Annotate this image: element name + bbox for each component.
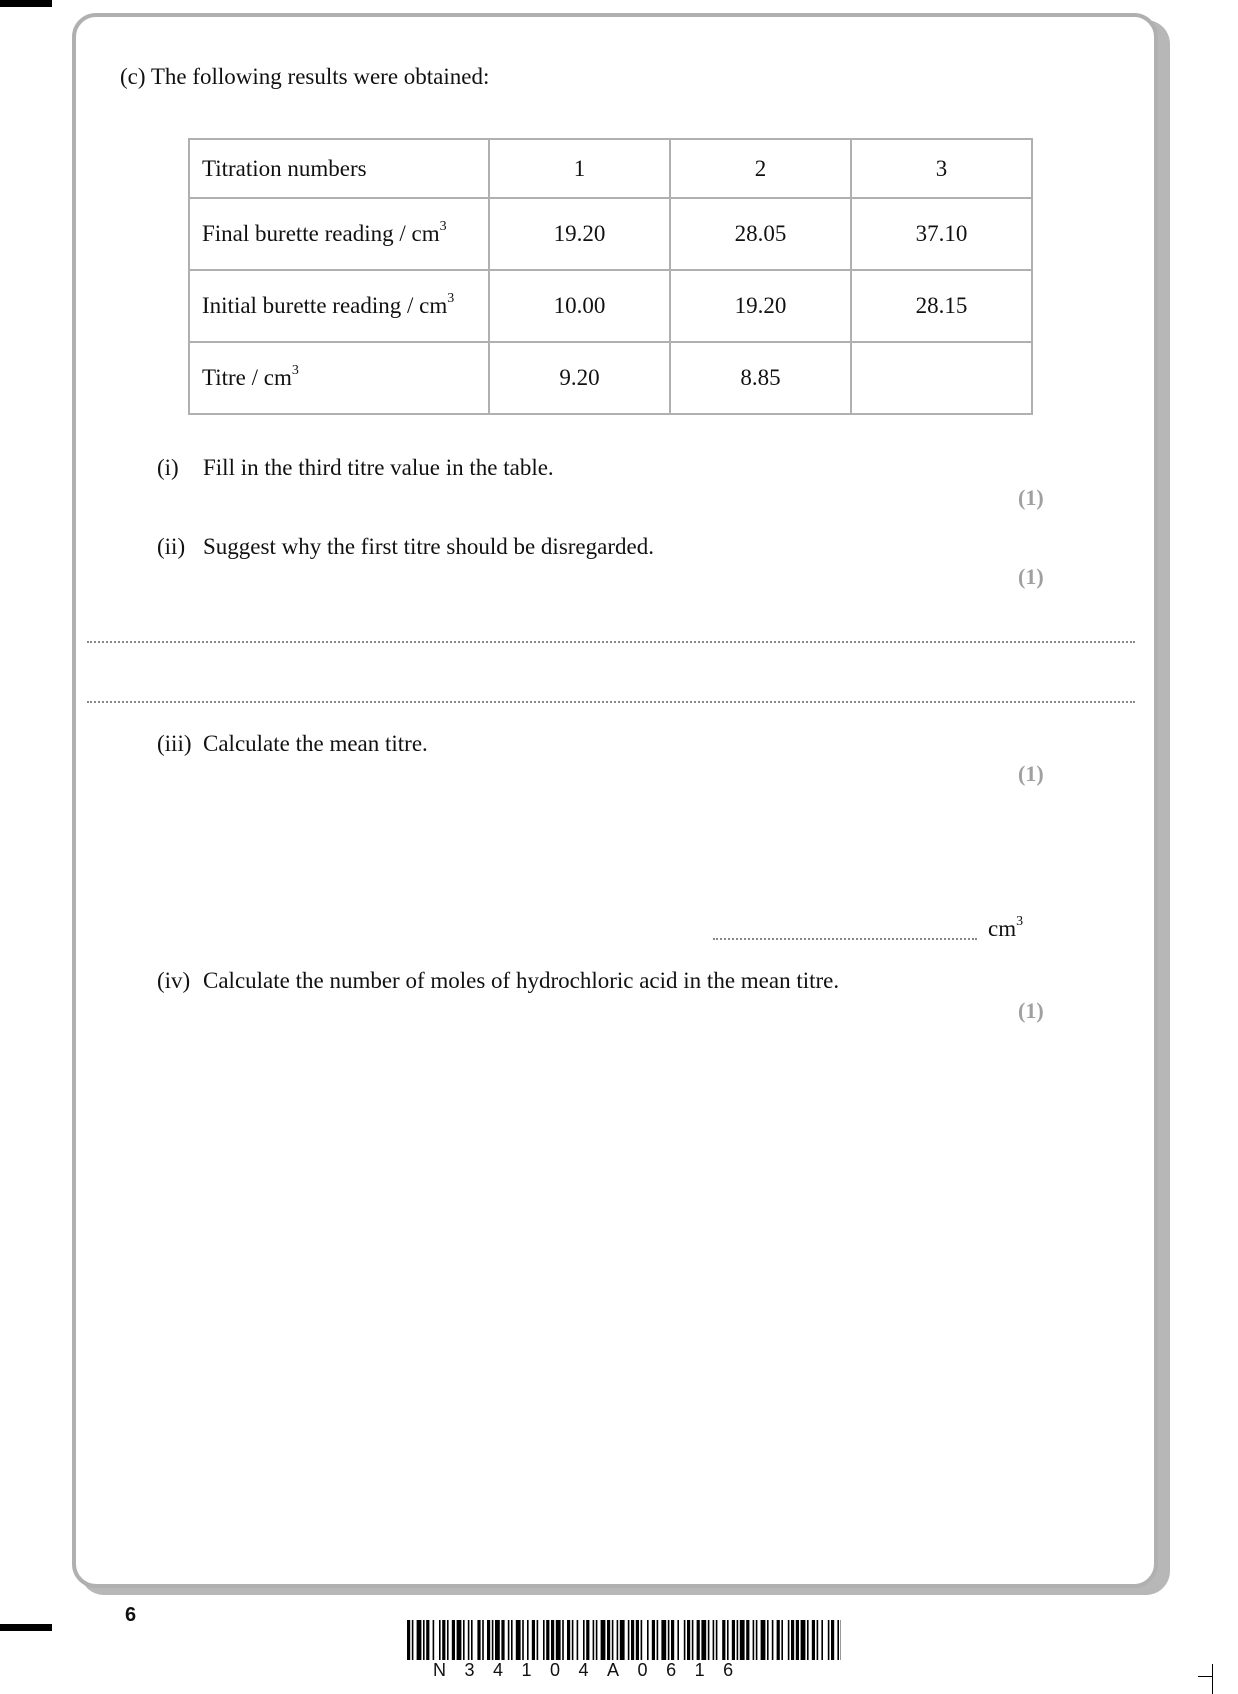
barcode-bar [701,1620,706,1660]
barcode-bar [740,1620,745,1660]
table-row [189,270,1032,342]
barcode-bar [708,1620,710,1660]
barcode-bar [407,1620,410,1660]
barcode-bar [652,1620,655,1660]
question-text: Suggest why the first titre should be disregarded. [203,534,654,559]
answer-line[interactable] [87,641,1135,643]
question-number: (iii) [157,731,192,756]
table-row [189,342,1032,414]
barcode-bar [612,1620,614,1660]
barcode-bar [796,1620,799,1660]
barcode-bar [716,1620,718,1660]
barcode-bar [722,1620,725,1660]
barcode-bar [647,1620,649,1660]
barcode-bar [601,1620,606,1660]
barcode-text: N34104A0616 [433,1660,752,1680]
barcode-bar [756,1620,758,1660]
answer-line[interactable] [713,938,977,940]
header-cell: 2 [670,139,851,198]
question-number: (iv) [157,968,191,993]
edge-mark-top [0,0,52,7]
barcode-bar [516,1620,521,1660]
barcode-bar [837,1620,839,1660]
marks-label: (1) [1018,485,1044,510]
barcode-bar [668,1620,670,1660]
barcode-bar [532,1620,535,1660]
barcode-bar [423,1620,425,1660]
barcode-bar [631,1620,634,1660]
barcode-bar [687,1620,690,1660]
barcode-bar [636,1620,639,1660]
barcode-bar [452,1620,455,1660]
barcode-bar [777,1620,780,1660]
barcode-bar [697,1620,700,1660]
row-label-cell [189,342,489,414]
header-cell: 1 [489,139,670,198]
barcode-bar [527,1620,529,1660]
crop-mark [1212,1664,1213,1694]
barcode-bar [417,1620,422,1660]
table-cell: 19.20 [670,270,851,342]
table-cell: 37.10 [851,198,1032,270]
barcode-bar [781,1620,783,1660]
barcode-bar [551,1620,554,1660]
barcode-bar [537,1620,539,1660]
barcode-bar [439,1620,441,1660]
barcode-bar [477,1620,480,1660]
barcode-bar [620,1620,625,1660]
third-titre-answer-cell[interactable] [851,342,1032,414]
barcode-bar [677,1620,679,1660]
barcode-bar [641,1620,643,1660]
barcode-bar [495,1620,500,1660]
marks-label: (1) [1018,998,1044,1023]
table-header-row [189,139,1032,198]
barcode-bar [572,1620,574,1660]
barcode-bar [657,1620,659,1660]
table-cell: 9.20 [489,342,670,414]
unit-superscript: 3 [447,291,455,306]
barcode-bar [487,1620,490,1660]
table-cell: 28.15 [851,270,1032,342]
barcode-bar [468,1620,470,1660]
barcode-bar [567,1620,570,1660]
barcode-bar [426,1620,429,1660]
barcode-bar [828,1620,830,1660]
table-row [189,198,1032,270]
table-cell: 28.05 [670,198,851,270]
barcode-bar [457,1620,462,1660]
barcode-bar [801,1620,806,1660]
marks-label: (1) [1018,564,1044,589]
edge-mark-bottom [0,1624,52,1631]
unit-label [988,916,1023,942]
barcode-bar [607,1620,610,1660]
barcode-bar [817,1620,819,1660]
row-label: Titre / cm [202,365,292,390]
barcode-bar [737,1620,739,1660]
barcode-bar [772,1620,774,1660]
row-label: Final burette reading / cm [202,221,440,246]
question-text: Calculate the mean titre. [203,731,428,756]
barcode-bar [433,1620,435,1660]
unit-superscript: 3 [291,363,299,378]
barcode-bar [617,1620,619,1660]
unit-text: cm [988,916,1017,941]
barcode-bar [508,1620,510,1660]
row-label-cell [189,198,489,270]
barcode-bar [482,1620,484,1660]
barcode-bar [671,1620,674,1660]
barcode-bar [577,1620,579,1660]
barcode-bar [596,1620,598,1660]
marks-label: (1) [1018,761,1044,786]
barcode-bar [812,1620,815,1660]
results-table [188,138,1033,415]
page-number: 6 [125,1604,137,1626]
barcode-bar [807,1620,809,1660]
barcode-bar [522,1620,524,1660]
barcode-bar [684,1620,686,1660]
barcode-bar [727,1620,729,1660]
barcode-bar [463,1620,465,1660]
barcode-bar [442,1620,445,1660]
row-label: Initial burette reading / cm [202,293,448,318]
barcode-bar [831,1620,834,1660]
question-text: Calculate the number of moles of hydrochloric acid in the mean titre. [203,968,840,993]
barcode-bar [412,1620,414,1660]
barcode-bar [746,1620,749,1660]
table-cell: 19.20 [489,198,670,270]
header-cell: 3 [851,139,1032,198]
barcode [407,1620,841,1660]
barcode-bar [767,1620,769,1660]
crop-mark [1198,1676,1212,1677]
header-cell: Titration numbers [189,139,489,198]
barcode-bar [821,1620,823,1660]
barcode-bar [753,1620,755,1660]
barcode-bar [791,1620,794,1660]
barcode-bar [546,1620,549,1660]
barcode-bar [661,1620,666,1660]
table-cell: 8.85 [670,342,851,414]
question-number: (i) [157,455,179,480]
barcode-bar [492,1620,494,1660]
barcode-bar [583,1620,585,1660]
section-intro: (c) The following results were obtained: [120,64,490,89]
barcode-bar [501,1620,504,1660]
barcode-bar [788,1620,790,1660]
barcode-bar [692,1620,694,1660]
question-number: (ii) [157,534,186,559]
barcode-bar [713,1620,715,1660]
unit-superscript: 3 [439,219,447,234]
barcode-bar [628,1620,630,1660]
unit-superscript: 3 [1016,914,1024,929]
barcode-bar [593,1620,595,1660]
barcode-bar [761,1620,766,1660]
barcode-bar [471,1620,473,1660]
barcode-bar [447,1620,449,1660]
barcode-bar [543,1620,545,1660]
barcode-bar [562,1620,564,1660]
answer-line[interactable] [87,701,1135,703]
row-label-cell [189,270,489,342]
barcode-bar [586,1620,589,1660]
barcode-bar [732,1620,735,1660]
table-cell: 10.00 [489,270,670,342]
question-text: Fill in the third titre value in the table. [203,455,554,480]
barcode-bar [556,1620,561,1660]
barcode-bar [511,1620,513,1660]
